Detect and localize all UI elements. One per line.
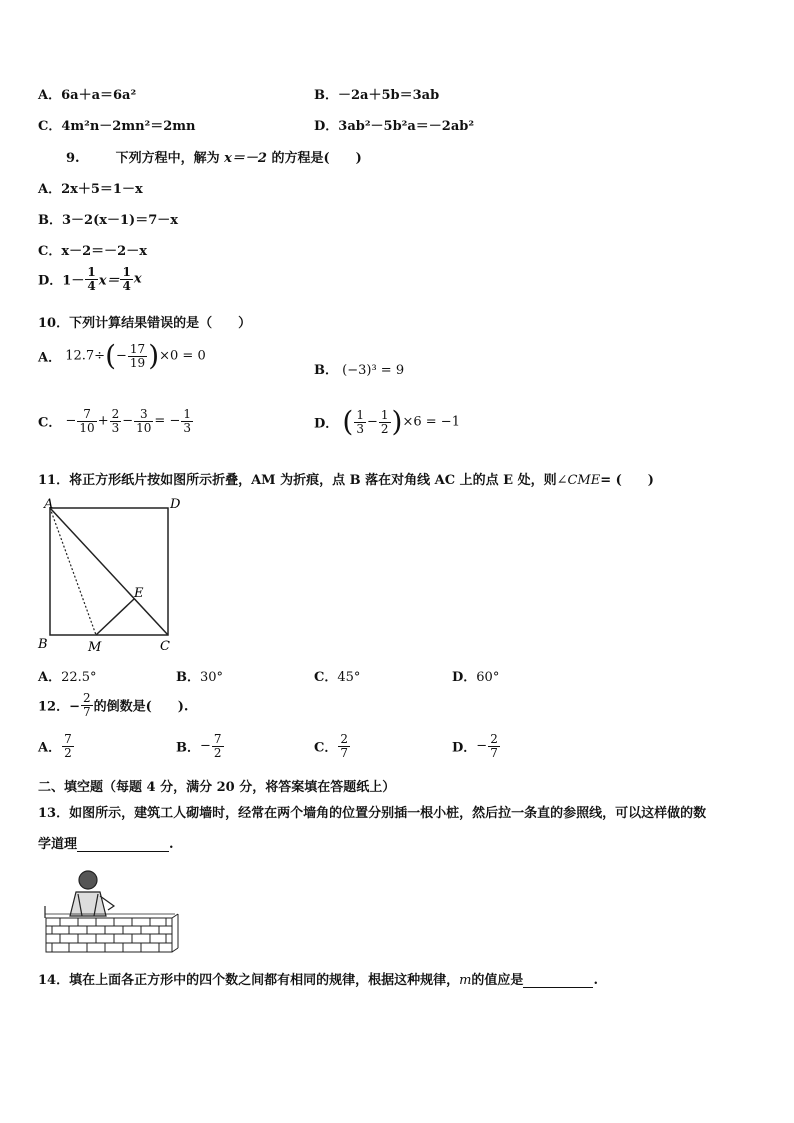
fraction: $\frac{1}{4}$ — [122, 265, 131, 293]
label-e: E — [134, 586, 144, 601]
fraction: $\frac{2}{3}$ — [111, 407, 120, 435]
q10-option-b: B． (−3)³ = 9 — [314, 363, 405, 378]
q9-option-d: D．1－ $\frac{1}{4}$ x＝ $\frac{1}{4}$ x — [38, 265, 142, 293]
q14-stem: 14．填在上面各正方形中的四个数之间都有相同的规律，根据这种规律，m的值应是 . — [38, 973, 598, 988]
q11-option-b: B．30° — [176, 670, 224, 685]
brick-wall — [46, 914, 178, 952]
label-b: B — [38, 637, 48, 652]
fold-line-am — [50, 508, 96, 635]
fraction: $\frac{2}{7}$ — [82, 691, 91, 719]
fraction: $\frac{3}{10}$ — [136, 407, 152, 435]
segment-me — [96, 599, 134, 635]
fraction: $\frac{1}{3}$ — [183, 407, 191, 435]
fraction: $\frac{7}{2}$ — [213, 732, 222, 760]
fraction: $\frac{1}{2}$ — [380, 407, 389, 436]
q10-option-a: A． 12.7÷(− $\frac{17}{19}$ )×0 = 0 — [38, 339, 206, 372]
label-d: D — [170, 497, 181, 512]
fraction: $\frac{2}{7}$ — [340, 732, 348, 760]
q12-option-b: B．− $\frac{7}{2}$ — [176, 732, 222, 760]
q13-answer-blank[interactable] — [77, 837, 169, 852]
q8-option-b: B．－2a＋5b＝3ab — [314, 88, 440, 103]
label-a: A — [44, 497, 54, 512]
fraction: $\frac{17}{19}$ — [129, 341, 146, 370]
diagonal-ac — [50, 508, 168, 635]
q8-option-c: C．4m²n－2mn²＝2mn — [38, 119, 196, 134]
q9-option-b: B．3－2(x－1)＝7－x — [38, 213, 178, 228]
q12-stem: 12．− $\frac{2}{7}$ 的倒数是( ). — [38, 691, 189, 719]
q12-option-a: A． $\frac{7}{2}$ — [38, 732, 72, 760]
fraction: $\frac{7}{2}$ — [64, 732, 72, 760]
q10-option-c: C． − $\frac{7}{10}$ + $\frac{2}{3}$ − $\frac{3}{10}$ = − $\frac{1}{3}$ — [38, 407, 191, 435]
fraction: $\frac{7}{10}$ — [79, 407, 95, 435]
square-fold-figure — [36, 496, 196, 656]
q10-stem: 10．下列计算结果错误的是（ ） — [38, 316, 252, 331]
q10-option-d: D． ( $\frac{1}{3}$ − $\frac{1}{2}$ )×6 = −1 — [314, 405, 460, 438]
q12-option-d: D．− $\frac{2}{7}$ — [452, 732, 498, 760]
label-m: M — [88, 640, 102, 655]
fraction: $\frac{1}{3}$ — [356, 407, 364, 436]
q9-stem: 9. 下列方程中，解为 x＝－2 的方程是( ) — [66, 151, 362, 166]
q9-option-c: C．x－2＝－2－x — [38, 244, 147, 259]
bricklayer-illustration — [40, 866, 180, 956]
q14-answer-blank[interactable] — [523, 973, 593, 988]
q11-option-a: A．22.5° — [38, 670, 97, 685]
section-heading-fill-blank: 二、填空题（每题 4 分，满分 20 分，将答案填在答题纸上） — [38, 780, 396, 795]
fraction: $\frac{2}{7}$ — [490, 732, 498, 760]
worker-figure — [70, 871, 114, 916]
q11-stem: 11．将正方形纸片按如图所示折叠，AM 为折痕，点 B 落在对角线 AC 上的点 E 处，则∠CME= ( ) — [38, 473, 654, 488]
q11-option-d: D．60° — [452, 670, 500, 685]
q9-option-a: A．2x＋5＝1－x — [38, 182, 143, 197]
q13-line1: 13．如图所示，建筑工人砌墙时，经常在两个墙角的位置分别插一根小桩，然后拉一条直的参照线，可以这样做的数 — [38, 806, 707, 821]
label-c: C — [160, 639, 170, 654]
q13-line2: 学道理 . — [38, 837, 174, 852]
q11-option-c: C．45° — [314, 670, 361, 685]
fraction: $\frac{1}{4}$ — [87, 265, 96, 293]
q8-option-d: D．3ab²－5b²a＝－2ab² — [314, 119, 475, 134]
q12-option-c: C． $\frac{2}{7}$ — [314, 732, 348, 760]
q8-option-a: A．6a＋a＝6a² — [38, 88, 137, 103]
